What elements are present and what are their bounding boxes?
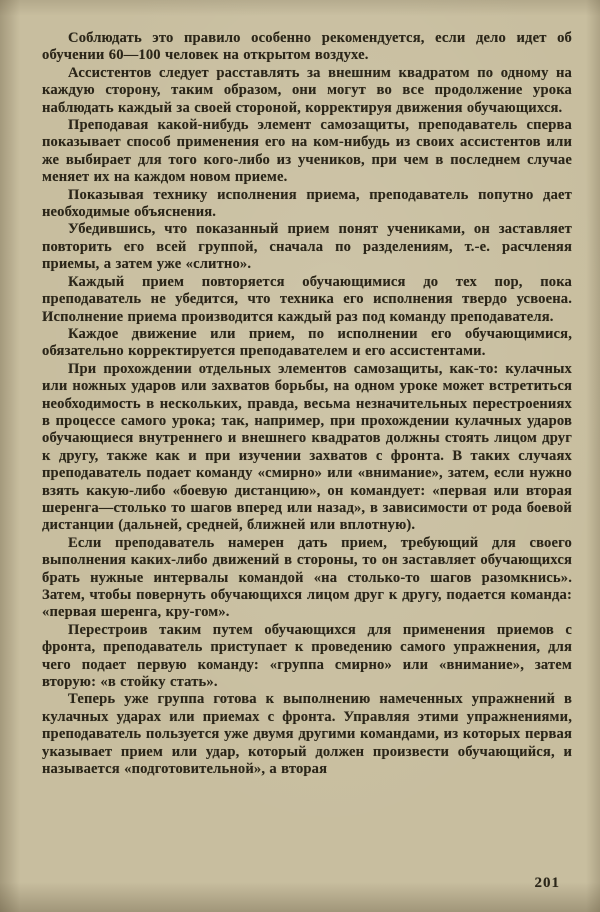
paragraph: Показывая технику исполнения приема, преподаватель попутно дает необходимые объяснения. [42,186,572,221]
paragraph: Соблюдать это правило особенно рекомендуется, если дело идет об обучении 60—100 человек на открытом воздухе. [42,30,572,64]
paragraph: Теперь уже группа готова к выполнению намеченных упражнений в кулачных ударах или приемах с фронта. Управляя этими упражнениями, преподаватель пользуется уже двумя другими командами, из которых первая указывает прием или удар, который должен произвести обучающийся, и называется «подготовительной», а вторая [42,691,572,778]
paragraph: Убедившись, что показанный прием понят учениками, он заставляет повторить его всей группой, сначала по разделениям, т.-е. расчленяя приемы, а затем уже «слитно». [42,221,572,273]
paragraph: Ассистентов следует расставлять за внешним квадратом по одному на каждую сторону, таким образом, они могут во все продолжение урока наблюдать каждый за своей стороной, корректируя движения обучающихся. [42,64,572,116]
paragraph: Каждое движение или прием, по исполнении его обучающимися, обязательно корректируется преподавателем и его ассистентами. [42,325,572,360]
paragraph: Перестроив таким путем обучающихся для применения приемов с фронта, преподаватель приступает к проведению самого упражнения, для чего подает первую команду: «группа смирно» или «внимание», затем вторую: «в стойку стать». [42,621,572,691]
paragraph: Преподавая какой-нибудь элемент самозащиты, преподаватель сперва показывает способ применения его на ком-нибудь из своих ассистентов или же выбирает для того кого-либо из учеников, при чем в последнем случае меняет их на каждом новом приеме. [42,117,572,186]
paragraph: При прохождении отдельных элементов самозащиты, как-то: кулачных или ножных ударов или захватов борьбы, на одном уроке может встретиться необходимость в нескольких, правда, весьма незначительных перестроениях в процессе самого урока; так, например, при прохождении кулачных ударов обучающиеся внутреннего и внешнего квадратов должны стоять лицом друг к другу, также как и при изучении захватов с фронта. В таких случаях преподаватель подает команду «смирно» или «внимание», затем, если нужно взять какую-либо «боевую дистанцию», он командует: «первая или вторая шеренга—столько то шагов вперед или назад», в зависимости от рода боевой дистанции (дальней, средней, ближней или вплотную). [42,360,572,534]
paragraph: Если преподаватель намерен дать прием, требующий для своего выполнения каких-либо движений в стороны, то он заставляет обучающихся брать нужные интервалы командой «на столько-то шагов разомкнись». Затем, чтобы повернуть обучающихся лицом друг к другу, подается команда: «первая шеренга, кру-гом». [42,534,572,621]
page-number: 201 [534,875,560,891]
paragraph: Каждый прием повторяется обучающимися до тех пор, пока преподаватель не убедится, что техника его исполнения твердо усвоена. Исполнение приема производится каждый раз под команду преподавателя. [42,273,572,325]
text-block [42,30,572,778]
